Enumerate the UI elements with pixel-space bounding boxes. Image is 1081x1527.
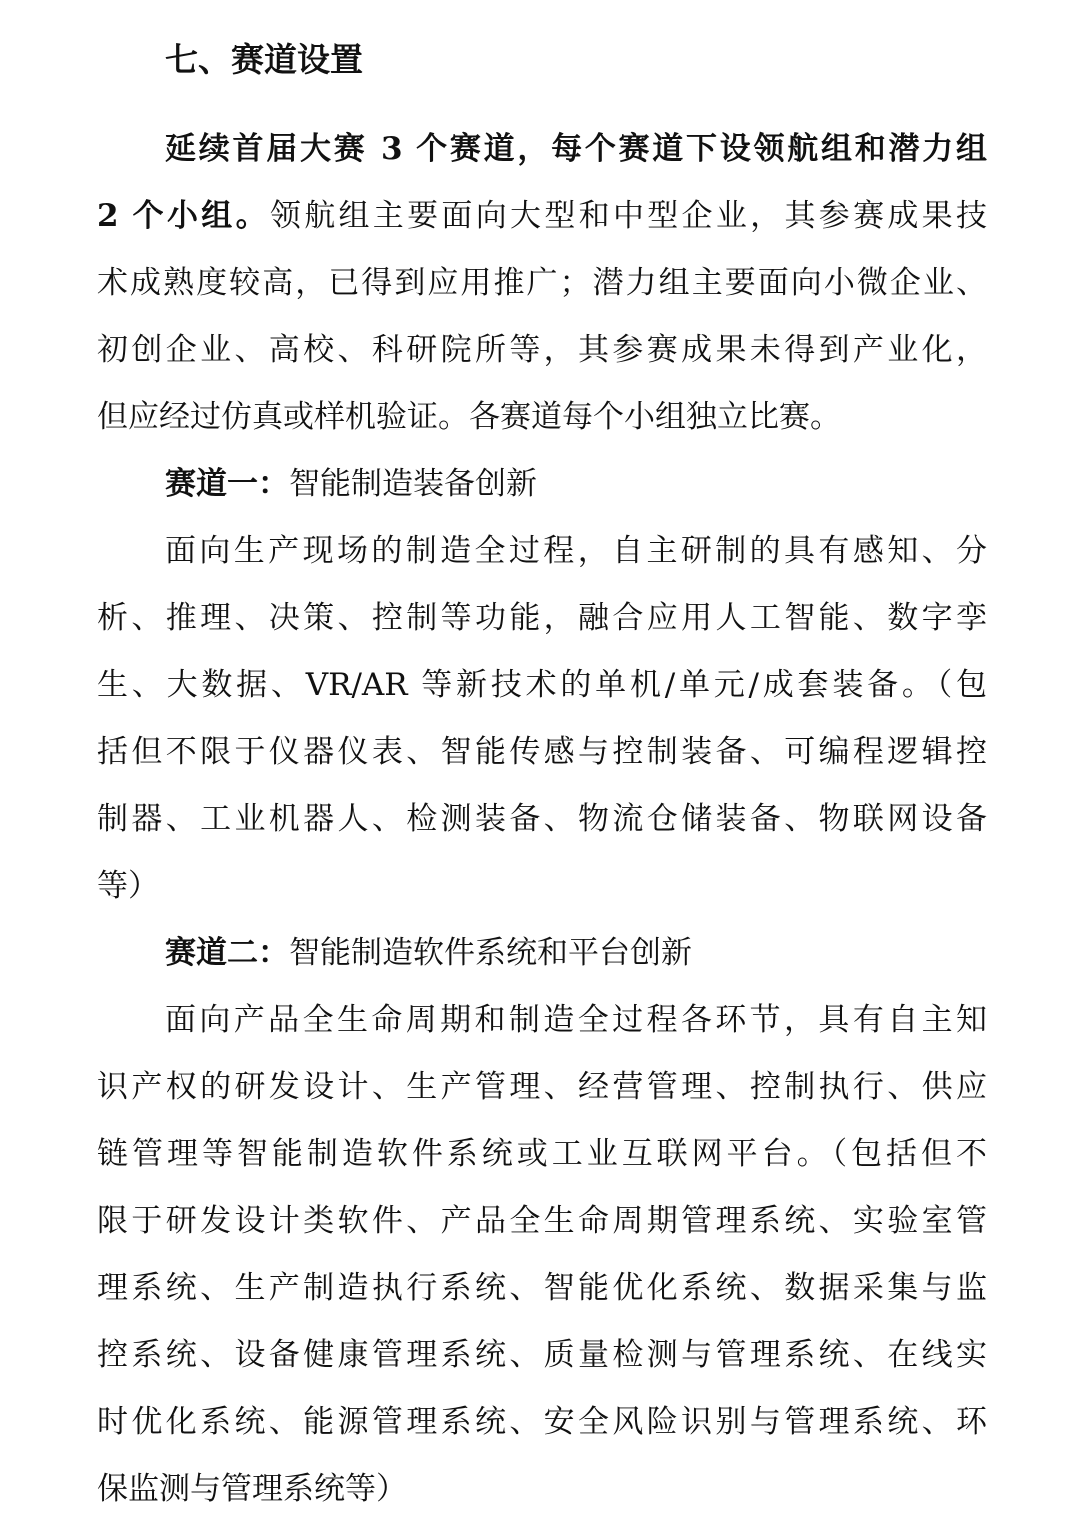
intro-line-4: 初创企业、高校、科研院所等，其参赛成果未得到产业化， <box>97 332 987 368</box>
track1-line: 面向生产现场的制造全过程，自主研制的具有感知、分 <box>165 533 987 569</box>
track2-line: 识产权的研发设计、生产管理、经营管理、控制执行、供应 <box>97 1069 987 1105</box>
track1-line: 析、推理、决策、控制等功能，融合应用人工智能、数字孪 <box>97 600 987 636</box>
track2-line: 理系统、生产制造执行系统、智能优化系统、数据采集与监 <box>97 1270 987 1306</box>
track2-line: 时优化系统、能源管理系统、安全风险识别与管理系统、环 <box>97 1404 987 1440</box>
intro-line-2 <box>97 188 987 244</box>
track2-line: 控系统、设备健康管理系统、质量检测与管理系统、在线实 <box>97 1337 987 1373</box>
track2-line: 链管理等智能制造软件系统或工业互联网平台。（包括但不 <box>97 1136 987 1172</box>
track2-label: 赛道二： <box>165 935 289 971</box>
track1-line: 制器、工业机器人、检测装备、物流仓储装备、物联网设备 <box>97 801 987 837</box>
track1-heading <box>165 456 987 512</box>
track2-line: 限于研发设计类软件、产品全生命周期管理系统、实验室管 <box>97 1203 987 1239</box>
track1-line: 括但不限于仪器仪表、智能传感与控制装备、可编程逻辑控 <box>97 734 987 770</box>
track2-heading <box>165 925 987 981</box>
intro-line-2-bold: 2 个小组。 <box>97 198 270 234</box>
intro-line-2-rest: 领航组主要面向大型和中型企业，其参赛成果技 <box>269 198 987 234</box>
track1-line: 生、大数据、VR/AR 等新技术的单机/单元/成套装备。（包 <box>97 667 987 703</box>
track1-line: 等） <box>97 868 159 904</box>
track1-title: 智能制造装备创新 <box>289 466 537 502</box>
intro-line-3: 术成熟度较高，已得到应用推广；潜力组主要面向小微企业、 <box>97 265 987 301</box>
intro-line-1: 延续首届大赛 3 个赛道，每个赛道下设领航组和潜力组 <box>165 131 987 167</box>
track2-title: 智能制造软件系统和平台创新 <box>289 935 692 971</box>
track1-label: 赛道一： <box>165 466 289 502</box>
track2-line: 面向产品全生命周期和制造全过程各环节，具有自主知 <box>165 1002 987 1038</box>
intro-line-5: 但应经过仿真或样机验证。各赛道每个小组独立比赛。 <box>97 399 841 435</box>
track2-line: 保监测与管理系统等） <box>97 1471 407 1507</box>
section-heading: 七、赛道设置 <box>165 40 363 79</box>
